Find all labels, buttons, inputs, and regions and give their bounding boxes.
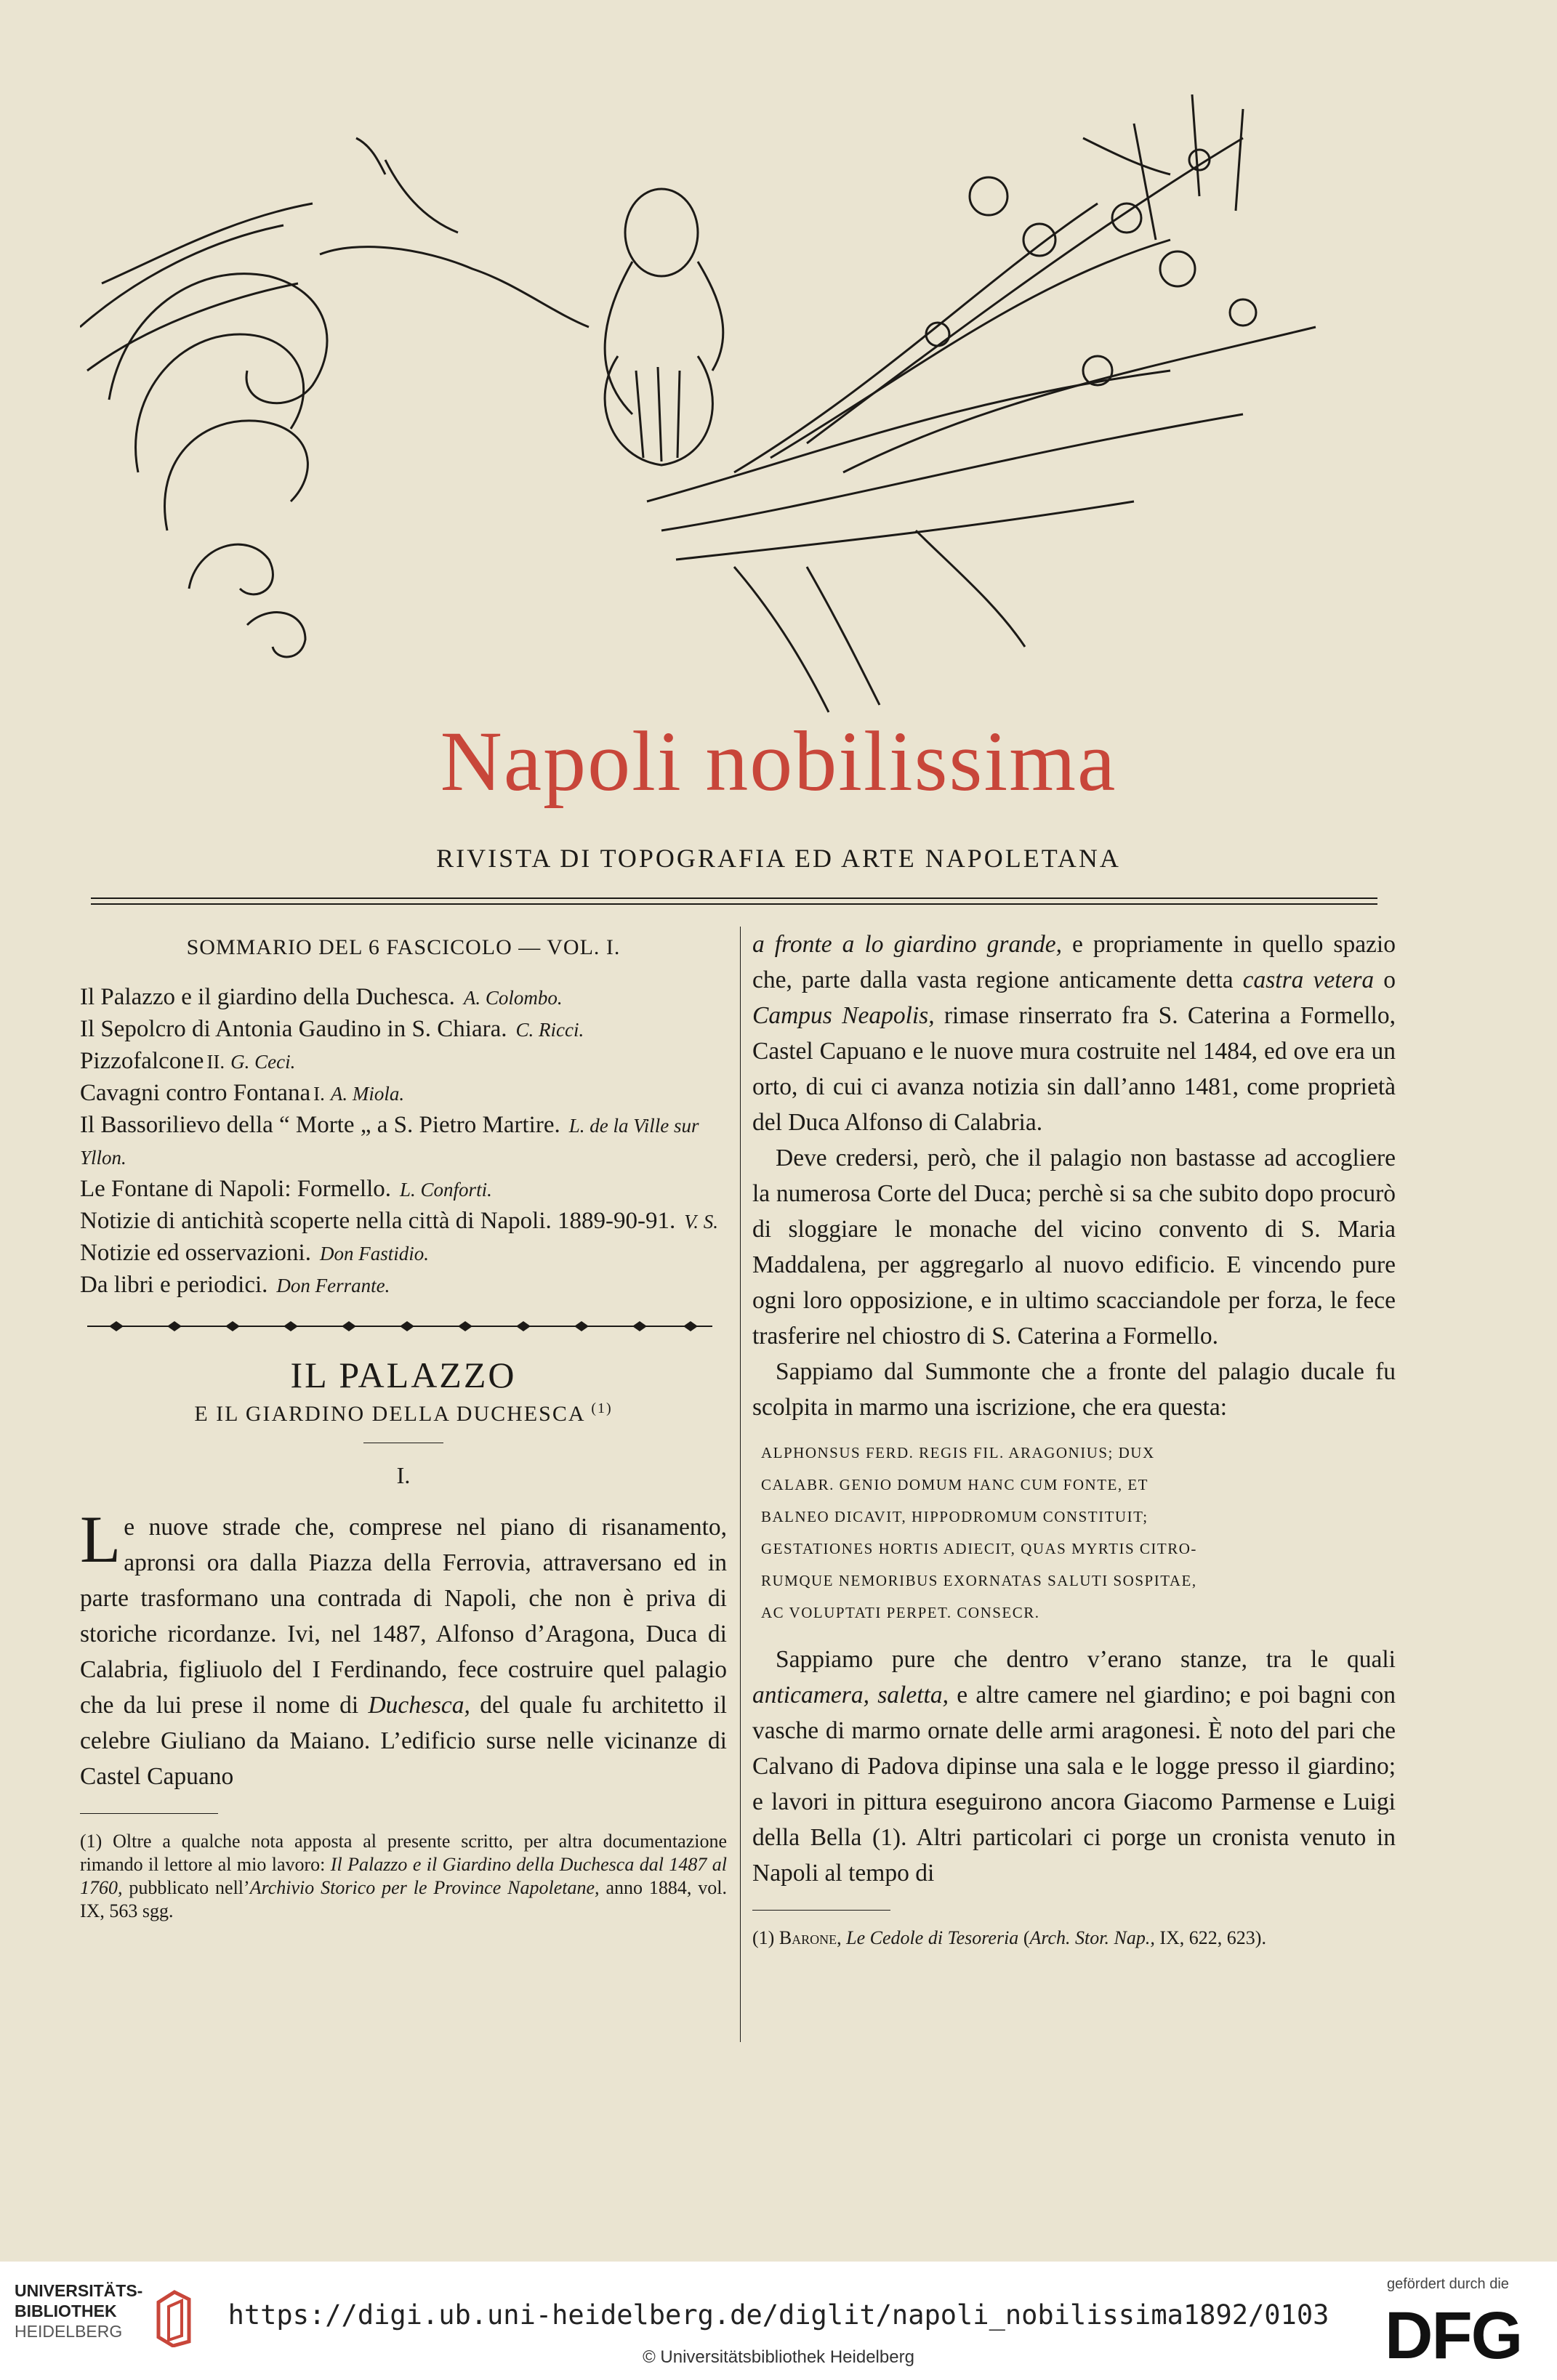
summary-list bbox=[80, 982, 727, 1302]
inscription-line: CALABR. GENIO DOMUM HANC CUM FONTE, ET bbox=[761, 1476, 1149, 1493]
masthead-subtitle: RIVISTA DI TOPOGRAFIA ED ARTE NAPOLETANA bbox=[436, 844, 1121, 873]
summary-item: Pizzofalcone II. G. Ceci. bbox=[80, 1048, 296, 1074]
article-title: IL PALAZZO bbox=[290, 1355, 517, 1395]
dfg-logo[interactable]: DFG bbox=[1385, 2299, 1522, 2373]
nymph-illustration bbox=[80, 94, 1388, 719]
viewer-footer bbox=[0, 2262, 1557, 2380]
summary-item: Da libri e periodici. Don Ferrante. bbox=[80, 1272, 390, 1298]
footnote-ref: (1) bbox=[591, 1400, 613, 1416]
summary-heading: SOMMARIO DEL 6 FASCICOLO — VOL. I. bbox=[186, 935, 621, 959]
inscription-line: AC VOLUPTATI PERPET. CONSECR. bbox=[761, 1604, 1040, 1621]
funding-note: gefördert durch die bbox=[1387, 2276, 1509, 2292]
library-logo[interactable]: UNIVERSITÄTS- BIBLIOTHEK HEIDELBERG bbox=[15, 2281, 143, 2341]
summary-item: Cavagni contro Fontana I. A. Miola. bbox=[80, 1080, 405, 1106]
summary-item: Il Sepolcro di Antonia Gaudino in S. Chiara. C. Ricci. bbox=[80, 1016, 584, 1042]
article-paragraph: Le nuove strade che, comprese nel piano di risanamento, apronsi ora dalla Piazza della Ferrovia, attraversano ed in parte trasformano una contrada di Napoli, che non è priva di storiche ricordanze. Ivi, nel 1487, Alfonso d’Aragona, Duca di Calabria, figliuolo del I Ferdinando, fece costruire quel palagio che da lui prese il nome di Duchesca, del quale fu architetto il celebre Giuliano da Maiano. L’edificio surse nelle vicinanze di Castel Capuano bbox=[80, 1502, 727, 1790]
ornamental-divider bbox=[80, 1318, 720, 1335]
section-number: I. bbox=[396, 1462, 411, 1488]
inscription-line: GESTATIONES HORTIS ADIECIT, QUAS MYRTIS CITRO- bbox=[761, 1540, 1197, 1557]
column-divider bbox=[740, 927, 741, 2042]
article-paragraph: Sappiamo pure che dentro v’erano stanze, tra le quali anticamera, saletta, e altre camere nel giardino; e poi bagni con vasche di marmo ornate delle armi aragonesi. È noto del pari che Calvano di Padova dipinse una sala e le logge presso il giardino; e lavori in pittura eseguirono ancora Giacomo Parmense e Luigi della Bella (1). Altri particolari ci porge un cronista venuto in Napoli al tempo di bbox=[752, 1646, 1396, 1887]
right-column bbox=[752, 927, 1396, 1950]
permalink-url[interactable]: https://digi.ub.uni-heidelberg.de/diglit/napoli_nobilissima1892/0103 bbox=[228, 2299, 1329, 2331]
footnote-rule bbox=[80, 1813, 218, 1814]
copyright-text: © Universitätsbibliothek Heidelberg bbox=[643, 2347, 914, 2367]
inscription bbox=[761, 1437, 1396, 1629]
inscription-line: BALNEO DICAVIT, HIPPODROMUM CONSTITUIT; bbox=[761, 1508, 1148, 1525]
inscription-line: ALPHONSUS FERD. REGIS FIL. ARAGONIUS; DUX bbox=[761, 1444, 1155, 1461]
drop-cap: L bbox=[80, 1502, 121, 1576]
footnote: (1) Oltre a qualche nota apposta al presente scritto, per altra documentazione rimando il lettore al mio lavoro: Il Palazzo e il Giardino della Duchesca dal 1487 al 1760, pubblicato nell’Archivio Storico per le Province Napoletane, anno 1884, vol. IX, 563 sgg. bbox=[80, 1831, 728, 1921]
footnote: (1) Barone, Le Cedole di Tesoreria (Arch. Stor. Nap., IX, 622, 623). bbox=[752, 1927, 1266, 1948]
summary-item: Le Fontane di Napoli: Formello. L. Conforti. bbox=[80, 1176, 492, 1202]
article-paragraph: Sappiamo dal Summonte che a fronte del palagio ducale fu scolpita in marmo una iscrizione, che era questa: bbox=[752, 1358, 1396, 1421]
summary-item: Notizie di antichità scoperte nella città di Napoli. 1889-90-91. V. S. bbox=[80, 1208, 719, 1234]
masthead-rule-top bbox=[91, 897, 1377, 899]
inscription-line: RUMQUE NEMORIBUS EXORNATAS SALUTI SOSPITAE, bbox=[761, 1572, 1197, 1589]
article-paragraph: Deve credersi, però, che il palagio non bastasse ad accogliere la numerosa Corte del Duca; perchè si sa che subito dopo procurò di sloggiare le monache del vicino convento di S. Maria Maddalena, per aggregarlo al nuovo edificio. E vincendo pure ogni loro opposizione, e in ultimo scacciandole per forza, le fece trasferire nel chiostro di S. Caterina a Formello. bbox=[752, 1145, 1396, 1350]
article-subtitle: E IL GIARDINO DELLA DUCHESCA $^{(1)}$ bbox=[194, 1400, 613, 1426]
summary-item: Il Palazzo e il giardino della Duchesca. A. Colombo. bbox=[80, 984, 563, 1010]
article-paragraph: a fronte a lo giardino grande, e propriamente in quello spazio che, parte dalla vasta regione anticamente detta castra vetera o Campus Neapolis, rimase rinserrato fra S. Caterina a Formello, Castel Capuano e le nuove mura costruite nel 1484, ed ove era un orto, di cui ci avanza notizia sin dall’anno 1481, come proprietà del Duca Alfonso di Calabria. bbox=[752, 931, 1396, 1136]
summary-item: Il Bassorilievo della “ Morte „ a S. Pietro Martire. L. de la Ville sur Yllon. bbox=[80, 1112, 699, 1169]
left-column bbox=[80, 927, 727, 1923]
footnote-rule bbox=[752, 1910, 890, 1911]
summary-item: Notizie ed osservazioni. Don Fastidio. bbox=[80, 1240, 429, 1266]
masthead-rule-bottom bbox=[91, 903, 1377, 905]
masthead-title: Napoli nobilissima bbox=[440, 714, 1117, 809]
